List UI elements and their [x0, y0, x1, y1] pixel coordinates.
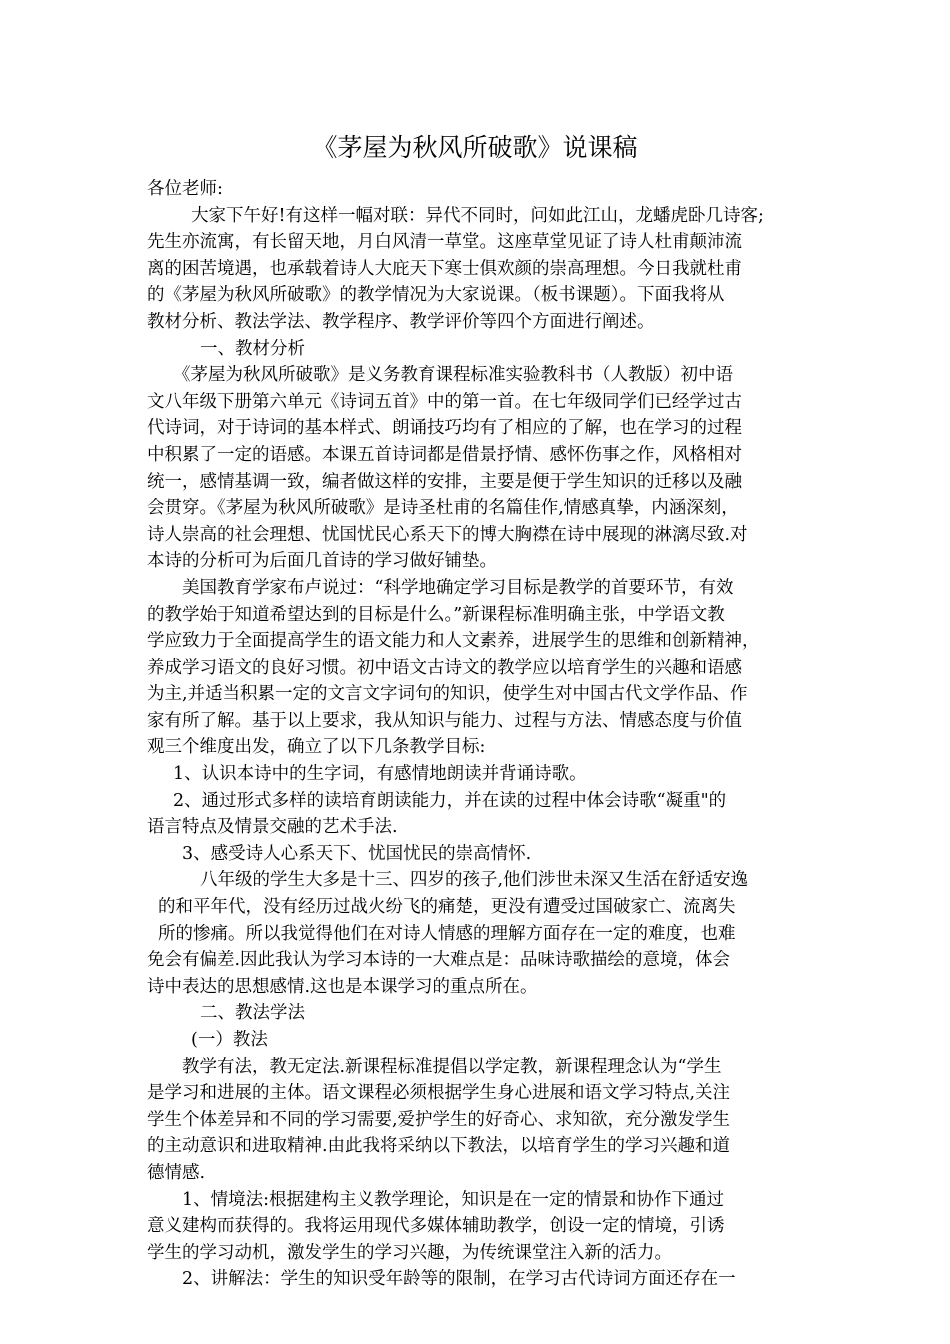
paragraph-line: 教材分析、教法学法、教学程序、教学评价等四个方面进行阐述。 [147, 311, 655, 332]
paragraph-line: 所的惨痛。所以我觉得他们在对诗人情感的理解方面存在一定的难度，也难 [158, 923, 736, 944]
paragraph-line: 是学习和进展的主体。语文课程必须根据学生身心进展和语文学习特点,关注 [147, 1083, 731, 1104]
paragraph-line: 代诗词，对于诗词的基本样式、朗诵技巧均有了相应的了解，也在学习的过程 [147, 418, 742, 439]
paragraph-line: 八年级的学生大多是十三、四岁的孩子,他们涉世未深又生活在舒适安逸 [200, 870, 749, 891]
paragraph-line: 家有所了解。基于以上要求，我从知识与能力、过程与方法、情感态度与价值 [147, 710, 742, 731]
subsection-heading: (一）教法 [191, 1030, 268, 1050]
paragraph-line: 《茅屋为秋风所破歌》是义务教育课程标准实验教科书（人教版）初中语 [173, 365, 733, 386]
paragraph-line: 的教学始于知道希望达到的目标是什么。”新课程标准明确主张，中学语文教 [147, 604, 725, 625]
paragraph-line: 的主动意识和进取精神.由此我将采纳以下教法，以培育学生的学习兴趣和道 [147, 1136, 731, 1157]
paragraph-line: 教学有法，教无定法.新课程标准提倡以学定教，新课程理念认为“学生 [182, 1056, 722, 1077]
paragraph-line: 中积累了一定的语感。本课五首诗词都是借景抒情、感怀伤事之作，风格相对 [147, 444, 742, 465]
paragraph-line: 会贯穿。《茅屋为秋风所破歌》是诗圣杜甫的名篇佳作,情感真挚，内涵深刻， [147, 498, 739, 519]
paragraph-line: 的《茅屋为秋风所破歌》的教学情况为大家说课。（板书课题）。下面我将从 [147, 285, 725, 306]
paragraph-line: 德情感. [147, 1162, 206, 1183]
list-item: 3、感受诗人心系天下、忧国忧民的崇高情怀. [182, 843, 532, 864]
paragraph-line: 本诗的分析可为后面几首诗的学习做好铺垫。 [147, 551, 497, 572]
list-item: 2、通过形式多样的读培育朗读能力，并在读的过程中体会诗歌“凝重"的 [173, 790, 727, 811]
document-body [147, 176, 827, 1293]
salutation: 各位老师: [147, 179, 223, 199]
paragraph-line: 为主,并适当积累一定的文言文字词句的知识，使学生对中国古代文学作品、作 [147, 684, 748, 705]
paragraph-line: 统一，感情基调一致，编者做这样的安排，主要是便于学生知识的迁移以及融 [147, 471, 742, 492]
paragraph-line: 的和平年代，没有经历过战火纷飞的痛楚，更没有遭受过国破家亡、流离失 [158, 897, 736, 918]
paragraph-line: 大家下午好!有这样一幅对联：异代不同时，问如此江山，龙蟠虎卧几诗客; [191, 205, 764, 226]
paragraph-line: 美国教育学家布卢说过：“科学地确定学习目标是教学的首要环节，有效 [182, 577, 734, 598]
paragraph-line: 诗中表达的思想感情.这也是本课学习的重点所在。 [147, 976, 538, 997]
paragraph-line: 诗人崇高的社会理想、忧国忧民心系天下的博大胸襟在诗中展现的淋漓尽致.对 [147, 524, 748, 545]
list-item-continuation: 意义建构而获得的。我将运用现代多媒体辅助教学，创设一定的情境，引诱 [147, 1216, 725, 1237]
paragraph-line: 观三个维度出发，确立了以下几条教学目标: [147, 737, 486, 758]
section-heading: 一、教材分析 [200, 338, 305, 359]
paragraph-line: 先生亦流寓，有长留天地，月白风清一草堂。这座草堂见证了诗人杜甫颠沛流 [147, 232, 742, 253]
list-item: 1、认识本诗中的生字词，有感情地朗读并背诵诗歌。 [173, 764, 587, 785]
paragraph-line: 离的困苦境遇，也承载着诗人大庇天下寒士俱欢颜的崇高理想。今日我就杜甫 [147, 258, 742, 279]
paragraph-line: 养成学习语文的良好习惯。初中语文古诗文的教学应以培育学生的兴趣和语感 [147, 657, 742, 678]
document-title: 《茅屋为秋风所破歌》说课稿 [312, 133, 638, 162]
list-item-continuation: 学生的学习动机，激发学生的学习兴趣，为传统课堂注入新的活力。 [147, 1242, 672, 1263]
paragraph-line: 学生个体差异和不同的学习需要,爱护学生的好奇心、求知欲，充分激发学生 [147, 1109, 731, 1130]
list-item: 2、讲解法：学生的知识受年龄等的限制，在学习古代诗词方面还存在一 [182, 1269, 736, 1290]
list-item-continuation: 语言特点及情景交融的艺术手法. [147, 817, 398, 838]
paragraph-line: 文八年级下册第六单元《诗词五首》中的第一首。在七年级同学们已经学过古 [147, 391, 742, 412]
paragraph-line: 学应致力于全面提高学生的语文能力和人文素养，进展学生的思维和创新精神， [147, 631, 760, 652]
paragraph-line: 免会有偏差.因此我认为学习本诗的一大难点是：品味诗歌描绘的意境，体会 [147, 950, 731, 971]
section-heading: 二、教法学法 [200, 1003, 305, 1024]
list-item: 1、情境法:根据建构主义教学理论，知识是在一定的情景和协作下通过 [182, 1189, 725, 1210]
